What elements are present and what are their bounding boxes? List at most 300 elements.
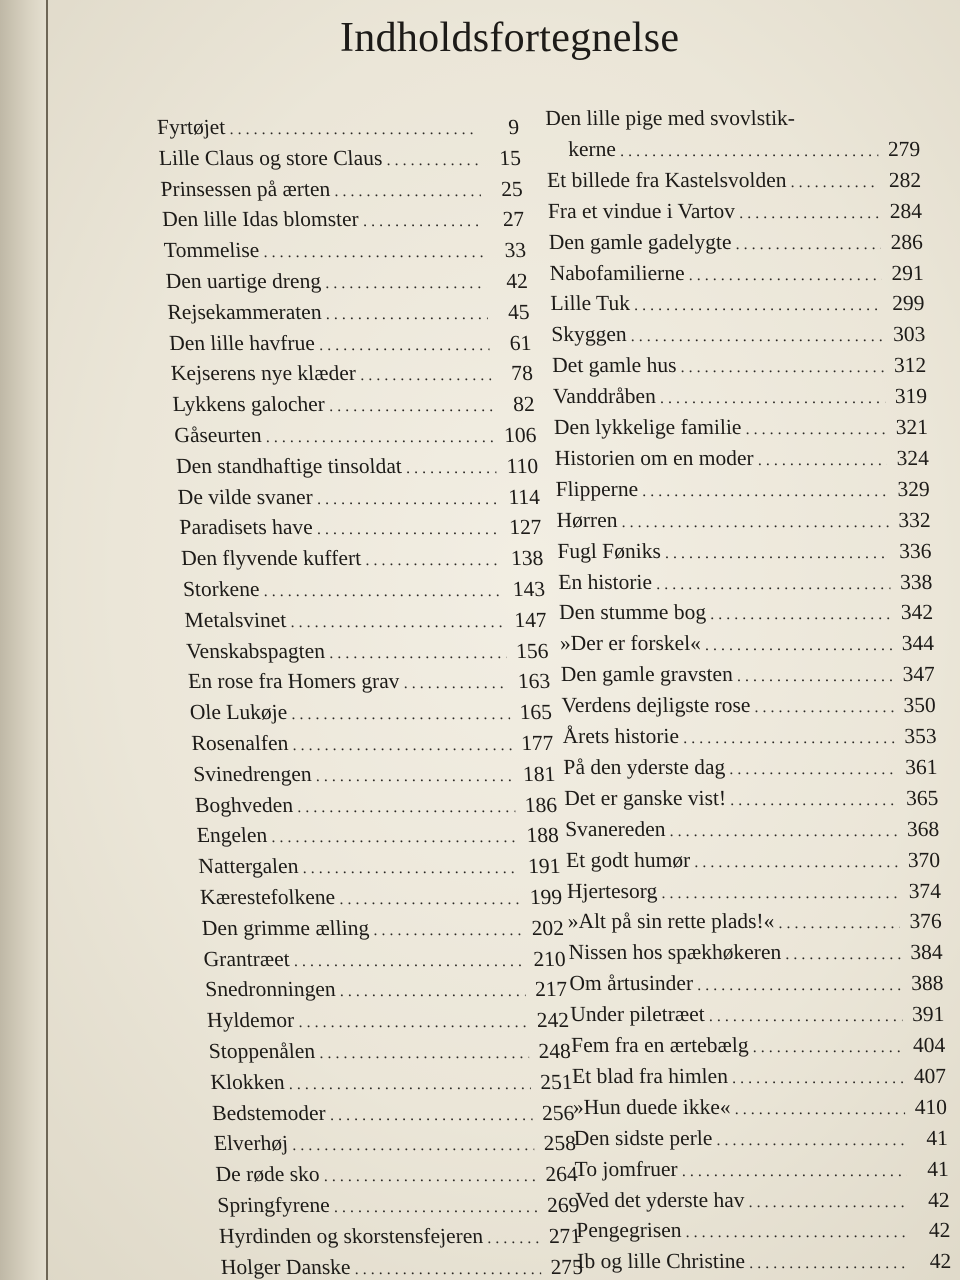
toc-entry-page: 353	[903, 724, 937, 748]
toc-entry	[168, 330, 532, 359]
toc-entry-title: De røde sko	[214, 1162, 321, 1187]
toc-entry-title: Den lille Idas blomster	[161, 207, 360, 232]
toc-entry-page: 332	[897, 507, 931, 532]
dot-leader	[630, 324, 883, 350]
dot-leader	[333, 1195, 538, 1221]
toc-entry-page: 110	[505, 453, 539, 478]
dot-leader	[748, 1190, 908, 1216]
toc-entry-title: Ib og lille Christine	[576, 1249, 746, 1274]
dot-leader	[732, 1066, 905, 1092]
dot-leader	[292, 733, 513, 759]
dot-leader	[749, 1251, 910, 1277]
toc-entry	[559, 599, 934, 628]
toc-entry	[210, 1069, 574, 1098]
toc-entry	[218, 1223, 582, 1252]
toc-entry-title: Pengegrisen	[576, 1218, 682, 1243]
toc-entry-page: 410	[914, 1094, 948, 1119]
toc-entry-title: Venskabspagten	[185, 638, 326, 663]
toc-entry-title: Den gamle gravsten	[560, 662, 734, 687]
toc-entry-page: 324	[896, 445, 930, 470]
toc-entry	[191, 730, 555, 759]
toc-entry-title: Storkene	[182, 577, 261, 601]
toc-entry-title: Fra et vindue i Vartov	[547, 198, 736, 223]
dot-leader	[359, 363, 491, 389]
toc-entry	[167, 299, 531, 328]
toc-entry	[170, 360, 534, 389]
toc-entry-page: 291	[891, 260, 924, 285]
toc-entry-page: 191	[527, 854, 562, 879]
toc-entry-page: 338	[899, 569, 933, 594]
toc-entry	[172, 391, 536, 420]
toc-entry	[562, 723, 937, 752]
toc-entry-page: 282	[888, 167, 922, 192]
toc-entry-page: 321	[895, 415, 929, 439]
toc-entry	[179, 514, 543, 543]
dot-leader	[745, 417, 886, 443]
dot-leader	[362, 209, 483, 235]
toc-entry-title: Svinedrengen	[192, 761, 313, 786]
toc-entry-title: »Der er forskel«	[559, 631, 702, 656]
toc-entry-title: To jomfruer	[574, 1156, 678, 1181]
toc-entry	[547, 167, 922, 196]
toc-entry	[550, 290, 925, 319]
dot-leader	[403, 671, 509, 697]
toc-entry-page: 264	[544, 1162, 579, 1187]
dot-leader	[659, 386, 885, 412]
toc-entry-page: 165	[518, 700, 553, 725]
dot-leader	[683, 726, 895, 752]
toc-entry-page: 42	[929, 1249, 952, 1274]
dot-leader	[790, 170, 879, 196]
dot-leader	[271, 825, 518, 851]
toc-entry	[194, 792, 558, 821]
page-gutter	[0, 0, 48, 1280]
dot-leader	[386, 148, 480, 174]
toc-entry-page: 143	[512, 577, 546, 601]
dot-leader	[318, 333, 490, 359]
toc-entry-page: 350	[903, 693, 937, 718]
dot-leader	[735, 232, 881, 258]
dot-leader	[620, 139, 879, 165]
toc-entry-page: 256	[541, 1100, 575, 1125]
toc-entry	[175, 453, 539, 482]
toc-entry-page: 156	[515, 638, 550, 663]
dot-leader	[316, 517, 500, 543]
toc-entry-page: 329	[897, 476, 930, 501]
dot-leader	[293, 949, 524, 975]
toc-entry-title: Hyrdinden og skorstensfejeren	[218, 1223, 484, 1248]
toc-entry-page: 269	[546, 1193, 581, 1217]
toc-entry	[548, 229, 923, 258]
toc-entry-title: Stoppenålen	[208, 1039, 316, 1063]
toc-entry-title: Den standhaftige tinsoldat	[175, 453, 403, 478]
toc-entry	[565, 816, 940, 845]
toc-entry-title: Engelen	[196, 823, 268, 848]
dot-leader	[729, 757, 896, 783]
toc-entry-title: Verdens dejligste rose	[561, 693, 751, 718]
dot-leader	[785, 942, 901, 968]
toc-entry-title: Den flyvende kuffert	[180, 546, 362, 571]
dot-leader	[373, 918, 523, 944]
toc-entry	[548, 198, 923, 227]
toc-entry-title: Et blad fra himlen	[571, 1063, 729, 1088]
toc-entry	[184, 607, 548, 636]
toc-entry	[220, 1254, 584, 1280]
toc-entry-page: 284	[889, 198, 923, 223]
toc-entry-page: 188	[525, 823, 560, 848]
toc-entry-page: 127	[508, 515, 543, 540]
dot-leader	[323, 1164, 537, 1190]
toc-entry-title: Det er ganske vist!	[563, 785, 727, 810]
dot-leader	[316, 487, 499, 513]
dot-leader	[318, 1041, 529, 1067]
toc-entry-title: Elverhøj	[213, 1131, 289, 1156]
toc-entry-page: 407	[913, 1063, 947, 1088]
dot-leader	[716, 1128, 906, 1154]
toc-entry-title: Klokken	[209, 1069, 286, 1094]
toc-entry	[555, 476, 930, 505]
toc-entry-title: Et billede fra Kastelsvolden	[546, 167, 787, 192]
dot-leader	[634, 293, 883, 319]
toc-entry-title: Ole Lukøje	[189, 700, 288, 725]
toc-entry-title: Det gamle hus	[551, 353, 677, 378]
toc-entry	[186, 638, 550, 667]
toc-entry	[571, 1032, 946, 1061]
toc-entry-title: kerne	[567, 136, 617, 161]
dot-leader	[302, 856, 520, 882]
dot-leader	[339, 979, 526, 1005]
toc-entry	[198, 853, 562, 882]
dot-leader	[265, 425, 495, 451]
toc-entry-title: Den lykkelige familie	[553, 415, 742, 439]
toc-entry	[203, 946, 567, 975]
toc-entry	[569, 970, 944, 999]
toc-entry-page: 361	[904, 754, 938, 779]
toc-entry-title: Vanddråben	[552, 384, 657, 409]
dot-leader	[296, 795, 516, 821]
toc-entry-page: 303	[892, 322, 926, 347]
toc-entry-title: Fugl Føniks	[557, 538, 662, 563]
toc-entry	[163, 237, 527, 266]
toc-entry	[206, 1007, 570, 1036]
page-title: Indholdsfortegnelse	[340, 15, 680, 61]
dot-leader	[754, 695, 894, 721]
toc-entry-title: Under piletræet	[569, 1002, 706, 1027]
toc-entry-title: Den lille havfrue	[168, 330, 316, 355]
toc-entry-page: 248	[537, 1039, 572, 1063]
toc-entry-title: Lykkens galocher	[171, 392, 326, 417]
toc-entry	[573, 1125, 948, 1154]
toc-entry	[560, 661, 935, 690]
dot-leader	[288, 1072, 531, 1098]
toc-entry	[567, 878, 942, 907]
toc-entry-title: Holger Danske	[220, 1254, 352, 1279]
toc-entry	[182, 576, 546, 605]
dot-leader	[291, 1133, 534, 1159]
toc-entry-page: 368	[906, 816, 940, 841]
dot-leader	[298, 1010, 528, 1036]
toc-entry	[563, 754, 938, 783]
toc-entry	[215, 1161, 579, 1190]
toc-entry-page: 41	[926, 1156, 949, 1181]
dot-leader	[736, 664, 893, 690]
toc-entry-page: 286	[890, 229, 924, 254]
toc-entry-title: »Hun duede ikke«	[572, 1094, 731, 1119]
toc-entry-page: 279	[887, 136, 921, 161]
toc-entry	[556, 507, 931, 536]
dot-leader	[705, 633, 893, 659]
toc-entry	[575, 1187, 950, 1216]
toc-entry-title: Tommelise	[163, 238, 260, 263]
toc-entry	[558, 569, 933, 598]
toc-entry-page: 251	[539, 1069, 574, 1094]
toc-entry	[557, 538, 932, 567]
dot-leader	[325, 302, 488, 328]
toc-entry-page: 181	[522, 761, 556, 786]
toc-entry-title: Nabofamilierne	[549, 260, 685, 285]
toc-entry-title: Ved det yderste hav	[575, 1187, 745, 1212]
toc-entry-title: Skyggen	[551, 322, 627, 347]
toc-entry-page: 374	[908, 878, 942, 903]
dot-leader	[681, 1159, 907, 1185]
dot-leader	[752, 1035, 903, 1061]
toc-entry	[201, 915, 565, 944]
dot-leader	[708, 1004, 902, 1030]
toc-entry	[156, 114, 520, 143]
toc-entry	[554, 445, 929, 474]
toc-entry-title: Snedronningen	[204, 977, 337, 1002]
toc-entry	[205, 976, 569, 1005]
dot-leader	[694, 850, 899, 876]
toc-entry-page: 199	[529, 885, 563, 909]
toc-entry-title: Fyrtøjet	[156, 115, 226, 139]
toc-entry	[554, 414, 929, 443]
toc-entry	[162, 206, 526, 235]
toc-entry-title: Den stumme bog	[558, 600, 707, 625]
dot-leader	[642, 479, 888, 505]
toc-entry	[213, 1130, 577, 1159]
toc-entry-title: Prinsessen på ærten	[159, 176, 331, 201]
toc-entry-page: 258	[543, 1131, 577, 1156]
dot-leader	[291, 702, 511, 728]
toc-entry	[566, 847, 941, 876]
toc-entry	[187, 668, 551, 697]
toc-entry-page: 344	[901, 631, 935, 656]
toc-entry	[551, 321, 926, 350]
dot-leader	[685, 1220, 909, 1246]
dot-leader	[730, 788, 897, 814]
dot-leader	[334, 179, 482, 205]
dot-leader	[734, 1097, 905, 1123]
toc-entry	[199, 884, 563, 913]
toc-entry	[193, 761, 557, 790]
toc-entry	[572, 1063, 947, 1092]
toc-entry	[553, 383, 928, 412]
toc-entry-title: Springfyrene	[216, 1193, 331, 1217]
dot-leader	[688, 263, 882, 289]
toc-entry	[561, 692, 936, 721]
dot-leader	[263, 240, 485, 266]
toc-entry-page: 106	[503, 423, 537, 447]
toc-entry-title: Den lille pige med svovlstik-	[544, 106, 796, 130]
toc-entry-page: 177	[520, 731, 555, 755]
toc-entry-page: 27	[502, 207, 525, 232]
toc-entry-title: Hyldemor	[206, 1008, 295, 1033]
toc-entry-title: Gåseurten	[173, 423, 263, 447]
toc-entry	[576, 1217, 951, 1246]
toc-entry-page: 61	[508, 330, 532, 355]
toc-entry	[549, 260, 924, 289]
toc-entry-page: 271	[548, 1223, 582, 1248]
toc-entry	[189, 699, 553, 728]
toc-entry-title: Kejserens nye klæder	[170, 361, 357, 386]
toc-entry-title: Fem fra en ærtebælg	[570, 1033, 749, 1057]
toc-entry	[560, 630, 935, 659]
toc-entry	[160, 176, 524, 205]
toc-entry-page: 45	[507, 299, 531, 324]
toc-entry-page: 42	[927, 1187, 950, 1212]
toc-entry	[577, 1248, 952, 1277]
toc-entry	[552, 352, 927, 381]
toc-entry-page: 217	[534, 977, 568, 1002]
toc-entry	[574, 1156, 949, 1185]
dot-leader	[710, 602, 892, 628]
toc-entry-title: Flipperne	[555, 476, 639, 501]
toc-entry-page: 186	[524, 792, 558, 817]
dot-leader	[315, 764, 514, 790]
dot-leader	[486, 1226, 540, 1252]
toc-entry	[196, 822, 560, 851]
toc-entry	[180, 545, 544, 574]
toc-entry-title: Lille Tuk	[550, 291, 631, 316]
toc-entry-page: 42	[505, 269, 529, 293]
toc-entry-page: 41	[925, 1125, 949, 1150]
toc-entry	[165, 268, 529, 297]
toc-entry-title: Lille Claus og store Claus	[158, 145, 383, 170]
toc-entry-page: 384	[910, 940, 943, 965]
toc-entry-page: 163	[517, 669, 551, 694]
toc-entry-page: 42	[928, 1218, 951, 1243]
toc-entry-page: 242	[536, 1008, 570, 1033]
toc-entry-page: 404	[912, 1033, 946, 1057]
dot-leader	[656, 572, 891, 598]
dot-leader	[290, 610, 506, 636]
toc-entry	[546, 136, 921, 165]
toc-entry	[568, 939, 943, 968]
toc-entry-title: Nissen hos spækhøkeren	[568, 940, 782, 965]
toc-entry-page: 138	[510, 546, 544, 571]
dot-leader	[739, 201, 881, 227]
toc-entry-title: Den uartige dreng	[165, 269, 322, 293]
toc-entry-page: 25	[500, 176, 524, 201]
toc-entry-page: 299	[891, 291, 925, 316]
toc-entry-title: Den sidste perle	[573, 1125, 713, 1150]
toc-entry-page: 336	[898, 538, 932, 563]
toc-entry	[158, 145, 522, 174]
toc-entry-title: Hjertesorg	[566, 878, 658, 903]
toc-entry-page: 391	[911, 1002, 945, 1027]
toc-entry-title: Årets historie	[562, 724, 680, 748]
toc-entry-title: På den yderste dag	[563, 754, 726, 779]
toc-entry-title: Historien om en moder	[554, 445, 754, 470]
toc-entry	[573, 1094, 948, 1123]
toc-entry	[564, 785, 939, 814]
toc-entry-title: En rose fra Homers grav	[187, 669, 401, 694]
toc-entry-title: Metalsvinet	[183, 607, 287, 632]
toc-entry-title: Svanereden	[564, 816, 666, 841]
toc-entry-title: Rejsekammeraten	[166, 299, 323, 324]
dot-leader	[680, 355, 885, 381]
toc-entry	[208, 1038, 572, 1067]
dot-leader	[365, 548, 503, 574]
toc-entry-title: Om årtusinder	[569, 971, 694, 996]
toc-entry-page: 147	[513, 607, 548, 632]
toc-entry-title: Kærestefolkene	[199, 885, 336, 909]
toc-entry-page: 33	[503, 238, 527, 263]
toc-entry-title: Hørren	[556, 507, 618, 532]
dot-leader	[229, 117, 478, 143]
toc-entry	[567, 908, 942, 937]
toc-entry	[545, 105, 795, 131]
toc-entry-page: 388	[910, 971, 944, 996]
dot-leader	[697, 973, 902, 999]
dot-leader	[329, 1103, 533, 1129]
toc-entry-page: 114	[507, 484, 541, 509]
dot-leader	[664, 541, 889, 567]
toc-entry-page: 9	[507, 115, 520, 139]
toc-entry-page: 376	[909, 909, 943, 934]
toc-entry-page: 275	[549, 1254, 584, 1279]
dot-leader	[778, 911, 900, 937]
toc-entry	[177, 484, 541, 513]
toc-entry-page: 15	[498, 145, 522, 170]
toc-entry-title: Den gamle gadelygte	[548, 229, 732, 254]
toc-entry-page: 365	[905, 785, 939, 810]
toc-entry-title: Bedstemoder	[211, 1100, 327, 1125]
toc-entry-title: De vilde svaner	[177, 484, 314, 509]
toc-entry-title: En historie	[557, 569, 653, 594]
toc-entry-title: »Alt på sin rette plads!«	[567, 909, 775, 934]
toc-entry-page: 210	[532, 946, 567, 971]
toc-entry	[570, 1001, 945, 1030]
toc-entry-page: 319	[894, 384, 928, 409]
toc-entry-title: Nattergalen	[197, 854, 299, 879]
toc-entry	[217, 1192, 581, 1221]
dot-leader	[328, 394, 493, 420]
toc-entry-page: 342	[900, 600, 934, 625]
toc-entry-title: Grantræet	[202, 946, 291, 971]
toc-entry-title: Den grimme ælling	[201, 915, 370, 940]
dot-leader	[339, 887, 522, 913]
toc-entry-page: 312	[893, 353, 927, 378]
dot-leader	[757, 448, 887, 474]
dot-leader	[661, 881, 899, 907]
toc-entry-title: Boghveden	[194, 792, 294, 817]
dot-leader	[621, 510, 889, 536]
toc-entry-title: Et godt humør	[565, 847, 691, 872]
toc-entry-page: 78	[510, 361, 534, 386]
toc-entry	[174, 422, 538, 451]
dot-leader	[263, 579, 504, 605]
toc-entry-page: 82	[512, 392, 536, 417]
toc-entry-page: 370	[907, 847, 941, 872]
toc-entry-title: Rosenalfen	[190, 731, 289, 755]
dot-leader	[354, 1257, 542, 1280]
toc-entry-page: 347	[902, 662, 936, 687]
dot-leader	[405, 456, 497, 482]
dot-leader	[324, 271, 486, 297]
dot-leader	[328, 641, 507, 667]
